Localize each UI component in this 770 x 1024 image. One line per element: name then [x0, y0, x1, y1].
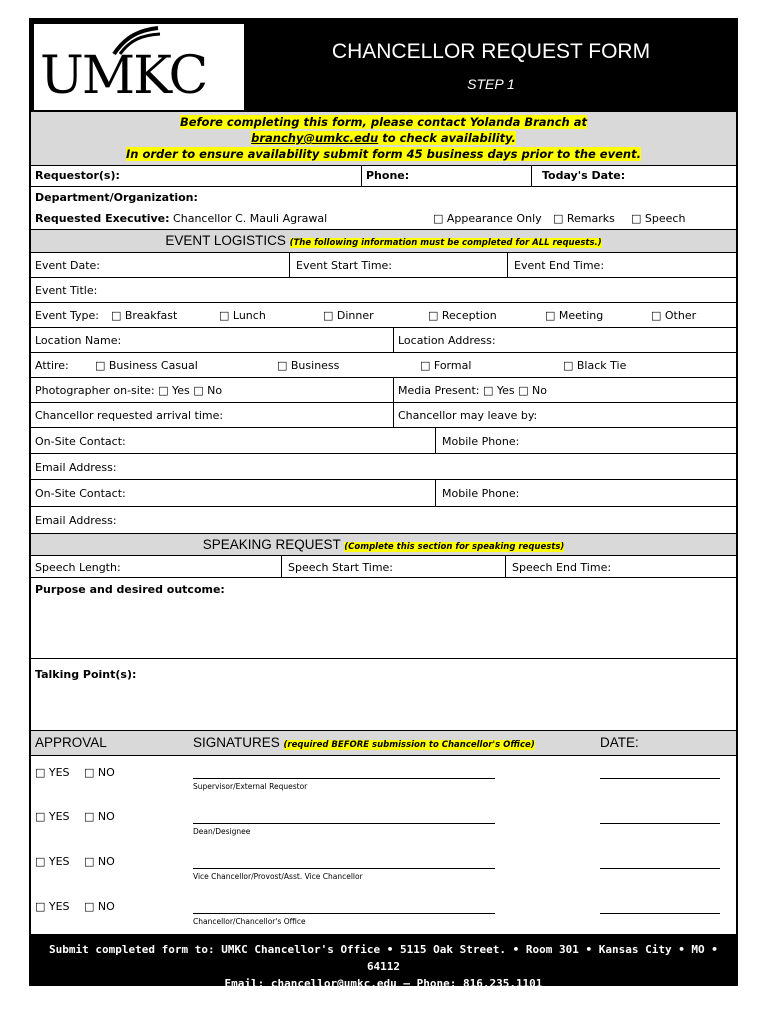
- mobile-phone-field-2[interactable]: Mobile Phone:: [435, 480, 736, 506]
- appearance-only-checkbox[interactable]: □ Appearance Only: [433, 212, 542, 225]
- signer-label-3: Vice Chancellor/Provost/Asst. Vice Chancellor: [193, 872, 363, 881]
- signer-label-1: Supervisor/External Requestor: [193, 782, 308, 791]
- footer-contact: Email: chancellor@umkc.edu — Phone: 816.235.1101: [224, 977, 543, 990]
- signature-line-3[interactable]: [193, 868, 495, 869]
- approval-no-2[interactable]: □ NO: [84, 810, 115, 823]
- signatures-note: (required BEFORE submission to Chancellor's Office): [283, 740, 535, 750]
- signature-line-1[interactable]: [193, 778, 495, 779]
- notice-line3: In order to ensure availability submit form 45 business days prior to the event.: [126, 147, 641, 161]
- business-casual-checkbox[interactable]: □ Business Casual: [95, 359, 198, 372]
- event-logistics-title: EVENT LOGISTICS: [165, 233, 286, 248]
- signer-label-2: Dean/Designee: [193, 827, 251, 836]
- onsite-contact-field-1[interactable]: On-Site Contact:: [35, 435, 126, 448]
- requestor-field[interactable]: Requestor(s):: [35, 169, 120, 182]
- date-line-3[interactable]: [600, 868, 720, 869]
- event-start-time-field[interactable]: Event Start Time:: [289, 253, 507, 277]
- location-row: [31, 328, 736, 353]
- date-title: DATE:: [600, 735, 639, 750]
- form-footer: [31, 934, 736, 990]
- other-checkbox[interactable]: □ Other: [651, 309, 697, 322]
- event-date-field[interactable]: Event Date:: [35, 259, 101, 272]
- event-title-row: [31, 278, 736, 303]
- approval-yes-4[interactable]: □ YES: [35, 900, 70, 913]
- event-end-time-field[interactable]: Event End Time:: [507, 253, 736, 277]
- location-name-field[interactable]: Location Name:: [35, 334, 122, 347]
- signatures-label: SIGNATURES: [193, 735, 280, 750]
- approval-yes-2[interactable]: □ YES: [35, 810, 70, 823]
- date-line-4[interactable]: [600, 913, 720, 914]
- remarks-checkbox[interactable]: □ Remarks: [553, 212, 615, 225]
- attire-row: [31, 353, 736, 378]
- arrival-row: [31, 403, 736, 428]
- speaking-request-note: (Complete this section for speaking requests): [344, 542, 565, 552]
- email-row-2: [31, 507, 736, 534]
- attire-label: Attire:: [35, 359, 69, 372]
- event-time-row: [31, 253, 736, 278]
- executive-label: Requested Executive:: [35, 212, 170, 225]
- notice-line2: to check availability.: [378, 131, 516, 145]
- approval-yes-1[interactable]: □ YES: [35, 766, 70, 779]
- reception-checkbox[interactable]: □ Reception: [428, 309, 497, 322]
- speech-checkbox[interactable]: □ Speech: [631, 212, 686, 225]
- approval-no-3[interactable]: □ NO: [84, 855, 115, 868]
- form-step: STEP 1: [467, 76, 515, 92]
- speech-end-time-field[interactable]: Speech End Time:: [505, 556, 736, 577]
- email-address-field-1[interactable]: Email Address:: [35, 461, 117, 474]
- approval-yes-3[interactable]: □ YES: [35, 855, 70, 868]
- request-form: [29, 18, 738, 990]
- photographer-field[interactable]: Photographer on-site: □ Yes □ No: [35, 384, 223, 397]
- approval-no-1[interactable]: □ NO: [84, 766, 115, 779]
- speaking-request-title: SPEAKING REQUEST: [202, 537, 341, 552]
- onsite-contact-field-2[interactable]: On-Site Contact:: [35, 487, 126, 500]
- signature-line-2[interactable]: [193, 823, 495, 824]
- speech-start-time-field[interactable]: Speech Start Time:: [281, 556, 505, 577]
- mobile-phone-field-1[interactable]: Mobile Phone:: [435, 428, 736, 453]
- logo-text: UMKC: [40, 46, 207, 106]
- speaking-request-header: [31, 534, 736, 556]
- umkc-logo: [34, 24, 244, 110]
- signatures-title: [193, 735, 535, 750]
- department-row: [31, 187, 736, 207]
- onsite-contact-row-2: [31, 480, 736, 507]
- event-type-label: Event Type:: [35, 309, 99, 322]
- event-logistics-header: [31, 230, 736, 253]
- approval-no-4[interactable]: □ NO: [84, 900, 115, 913]
- location-address-field[interactable]: Location Address:: [393, 328, 736, 352]
- executive-field: [31, 207, 411, 229]
- speech-length-field[interactable]: Speech Length:: [35, 561, 121, 574]
- talking-points-field[interactable]: Talking Point(s):: [35, 668, 137, 681]
- arrival-time-field[interactable]: Chancellor requested arrival time:: [35, 409, 224, 422]
- phone-field[interactable]: Phone:: [361, 166, 531, 186]
- leave-by-field[interactable]: Chancellor may leave by:: [393, 403, 736, 427]
- notice-line1: Before completing this form, please contact Yolanda Branch at: [179, 115, 588, 129]
- email-address-field-2[interactable]: Email Address:: [35, 514, 117, 527]
- department-field[interactable]: Department/Organization:: [35, 191, 198, 204]
- dinner-checkbox[interactable]: □ Dinner: [323, 309, 374, 322]
- formal-checkbox[interactable]: □ Formal: [420, 359, 472, 372]
- media-field[interactable]: Media Present: □ Yes □ No: [393, 378, 736, 402]
- purpose-row: [31, 578, 736, 659]
- executive-value: Chancellor C. Mauli Agrawal: [173, 212, 328, 225]
- signer-label-4: Chancellor/Chancellor's Office: [193, 917, 306, 926]
- lunch-checkbox[interactable]: □ Lunch: [219, 309, 266, 322]
- date-line-1[interactable]: [600, 778, 720, 779]
- approval-header: [31, 730, 736, 756]
- event-logistics-note: (The following information must be completed for ALL requests.): [289, 238, 602, 248]
- requestor-row: [31, 166, 736, 187]
- breakfast-checkbox[interactable]: □ Breakfast: [111, 309, 178, 322]
- talking-points-row: [31, 659, 736, 730]
- email-row-1: [31, 454, 736, 480]
- onsite-contact-row-1: [31, 428, 736, 454]
- executive-row: [31, 207, 736, 230]
- signature-line-4[interactable]: [193, 913, 495, 914]
- form-header: [31, 20, 736, 112]
- form-title: CHANCELLOR REQUEST FORM: [331, 40, 651, 63]
- date-line-2[interactable]: [600, 823, 720, 824]
- meeting-checkbox[interactable]: □ Meeting: [545, 309, 604, 322]
- availability-notice: [31, 112, 736, 166]
- approval-title: APPROVAL: [35, 735, 107, 750]
- event-title-field[interactable]: Event Title:: [35, 284, 98, 297]
- purpose-field[interactable]: Purpose and desired outcome:: [35, 583, 225, 596]
- today-date-field[interactable]: Today's Date:: [531, 166, 736, 186]
- footer-address: Submit completed form to: UMKC Chancellor's Office • 5115 Oak Street. • Room 301 • Kansas City • MO • 64112: [49, 943, 718, 973]
- black-tie-checkbox[interactable]: □ Black Tie: [563, 359, 627, 372]
- speech-time-row: [31, 556, 736, 578]
- event-type-row: [31, 303, 736, 328]
- contact-email-link[interactable]: branchy@umkc.edu: [251, 131, 379, 145]
- business-checkbox[interactable]: □ Business: [277, 359, 340, 372]
- media-row: [31, 378, 736, 403]
